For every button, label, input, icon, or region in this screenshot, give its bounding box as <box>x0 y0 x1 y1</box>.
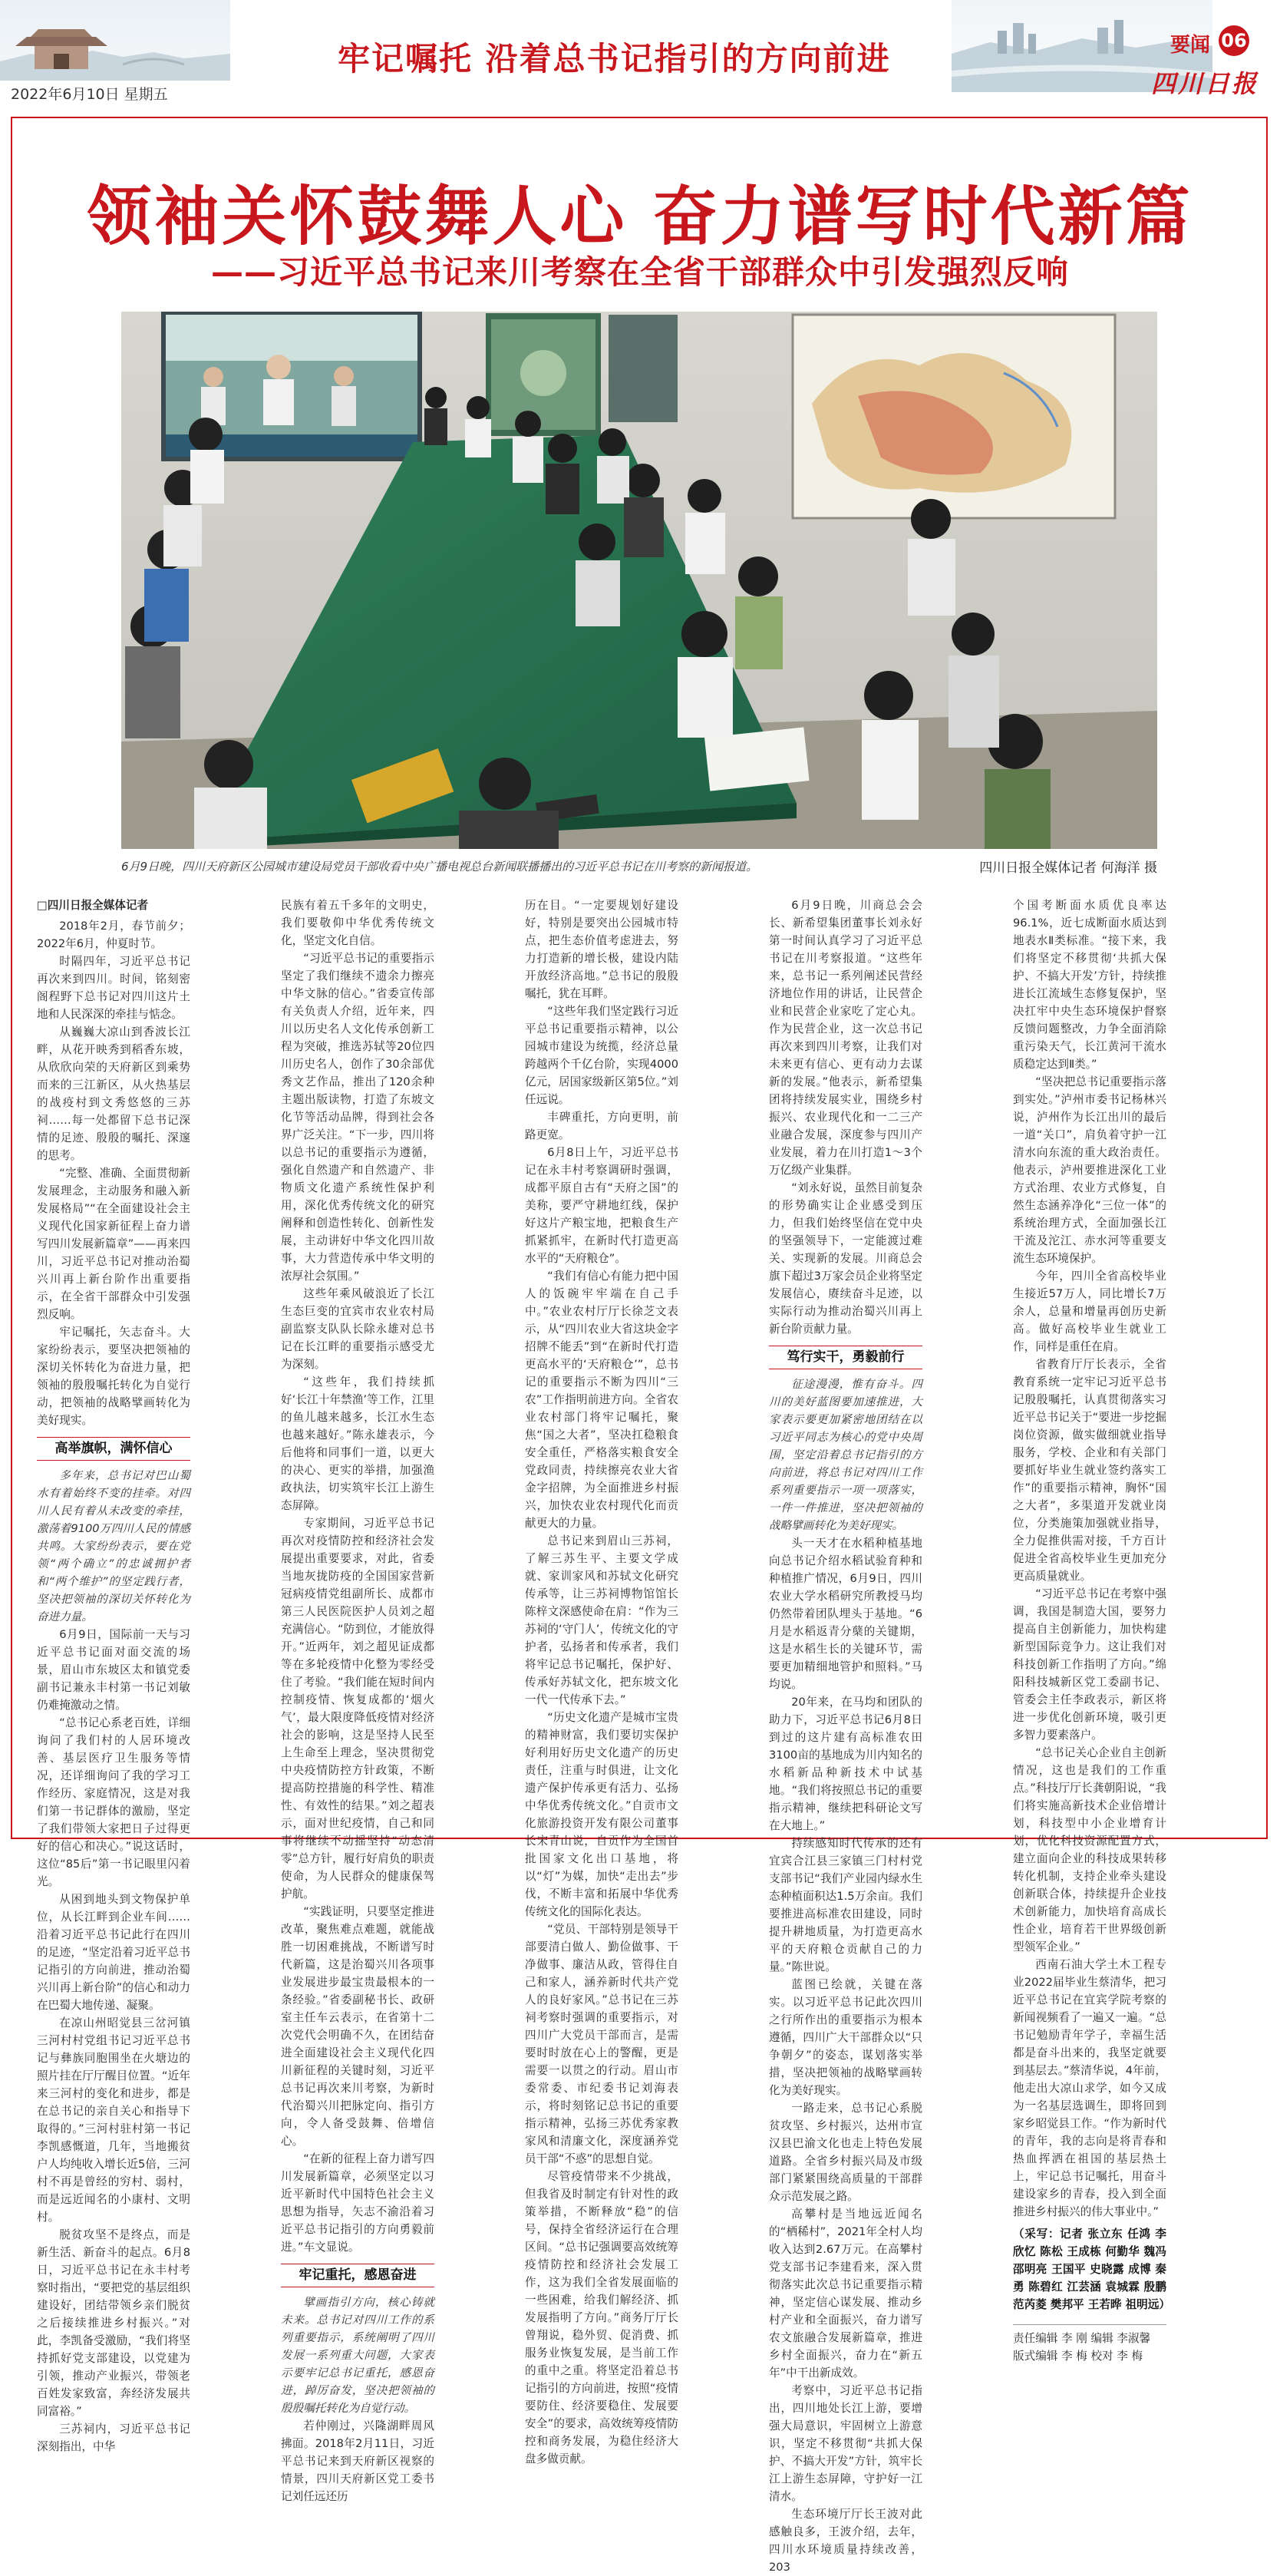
newspaper-logo: 四川日报 <box>1151 69 1259 98</box>
article-paragraph: 多年来，总书记对巴山蜀水有着始终不变的挂牵。对四川人民有着从未改变的牵挂，激荡着9100万四川人民的情感共鸣。大家纷纷表示，要在党领“两个确立”的忠诚拥护者和“两个维护”的坚定践行者，坚决把领袖的深切关怀转化为奋进力量。 <box>37 1469 190 1623</box>
article-paragraph: 一路走来，总书记心系脱贫攻坚、乡村振兴，达州市宣汉县巴渝文化也走上特色发展道路。全省乡村振兴局及市级部门紧紧围绕高质量的干部群众示范发展之路。 <box>769 2102 922 2203</box>
article-paragraph: 生态环境厅厅长王波对此感触良多，王波介绍，去年，四川水环境质量持续改善，203 <box>769 2508 922 2574</box>
article-paragraph: 省教育厅厅长表示，全省教育系统一定牢记习近平总书记殷殷嘱托，认真贯彻落实习近平总书记关于“要进一步挖掘岗位资源，做实做细就业指导服务，学校、企业和有关部门要抓好毕业生就业签约落实工作”的重要指示精神，胸怀“国之大者”，多渠道开发就业岗位，分类施策加强就业指导，全力促推供需对接，千方百计促进全省高校毕业生更加充分更高质量就业。 <box>1013 1358 1166 1583</box>
article-paragraph: 擘画指引方向，核心铸就未来。总书记对四川工作的系列重要指示，系统阐明了四川发展一系列重大问题，大家表示要牢记总书记重托，感恩奋进，踔厉奋发，坚决把领袖的殷殷嘱托转化为自觉行动。 <box>281 2296 434 2415</box>
photo-credit: 四川日报全媒体记者 何海洋 摄 <box>979 860 1157 876</box>
article-paragraph: 若仲刚过，兴隆湖畔周风拂面。2018年2月11日，习近平总书记来到天府新区视察的情景，四川天府新区党工委书记刘任远还历 <box>281 2419 434 2503</box>
article-column-3 <box>525 897 678 2465</box>
article-paragraph: 征途漫漫，惟有奋斗。四川的美好蓝图要加速推进，大家表示要更加紧密地团结在以习近平同志为核心的党中央周围，坚定沿着总书记指引的方向前进，将总书记对四川工作系列重要指示一项一项落实，一件一件推进，坚决把领袖的战略擘画转化为美好现实。 <box>769 1378 922 1532</box>
article-paragraph: 牢记嘱托，矢志奋斗。大家纷纷表示，要坚决把领袖的深切关怀转化为奋进力量，把领袖的殷殷嘱托转化为自觉行动，把领袖的战略擘画转化为美好现实。 <box>37 1326 190 1427</box>
section-subtitle: 笃行实干，勇毅前行 <box>769 1346 922 1369</box>
article-paragraph: “总书记心系老百姓，详细询问了我们村的人居环境改善、基层医疗卫生服务等情况，还详细询问了我的学习工作经历、家庭情况，这是对我们第一书记群体的激励，坚定了我们带领大家把日子过得更好的信心和决心。”说这话时，这位“85后”第一书记眼里闪着光。 <box>37 1716 190 1888</box>
article-paragraph: 脱贫攻坚不是终点，而是新生活、新奋斗的起点。6月8日，习近平总书记在永丰村考察时指出，“要把党的基层组织建设好，团结带领乡亲们脱贫之后接续推进乡村振兴。”对此，李凯备受激励，“我们将坚持抓好党支部建设，以党建为引领，推动产业振兴，带领老百姓发家致富，奔经济发展共同富裕。” <box>37 2228 190 2418</box>
article-paragraph: 在凉山州昭觉县三岔河镇三河村村党组书记习近平总书记与彝族同胞围坐在火塘边的照片挂在厅厅醒目位置。“近年来三河村的变化和进步，都是在总书记的亲自关心和指导下取得的。”三河村驻村第一书记李凯感慨道，几年，当地搬贫户人均纯收入增长近5倍，三河村不再是曾经的穷村、弱村，而是远近闻名的小康村、文明村。 <box>37 2016 190 2224</box>
article-column-2 <box>281 897 434 2503</box>
article-paragraph: 2018年2月，春节前夕；2022年6月，仲夏时节。 <box>37 920 190 950</box>
article-paragraph: 个国考断面水质优良率达96.1%，近七成断面水质达到地表水Ⅱ类标准。“接下来，我们将坚定不移贯彻‘共抓大保护、不搞大开发’方针，持续推进长江流域生态修复保护，坚决扛牢中央生态环境保护督察反馈问题整改，力争全面消除重污染天气，长江黄河干流水质稳定达到Ⅱ类。” <box>1013 899 1166 1071</box>
issue-date: 2022年6月10日 星期五 <box>11 86 168 103</box>
temple-skyline-illustration <box>0 0 230 81</box>
article-paragraph: 头一天才在水稻种植基地向总书记介绍水稻试验育种和种植推广情况，6月9日，四川农业大学水稻研究所教授马均仍然带着团队埋头于基地。“6月是水稻返青分蘖的关键期，这是水稻生长的关键环节，需要更加精细地管护和照料。”马均说。 <box>769 1537 922 1691</box>
article-paragraph: 今年，四川全省高校毕业生接近57万人，同比增长7万余人，总量和增量再创历史新高。做好高校毕业生就业工作，同样是重任在肩。 <box>1013 1270 1166 1353</box>
article-paragraph: 尽管疫情带来不少挑战，但我省及时制定有针对性的政策举措，不断释放“稳”的信号，保持全省经济运行在合理区间。“总书记强调要高效统筹疫情防控和经济社会发展工作，这为我们全省发展面临的一些困难，给我们解经济、抓发展指明了方向。”商务厅厅长曾翔说，稳外贸、促消费、抓服务业恢复发展，是当前工作的重中之重。将坚定沿着总书记指引的方向前进，按照“疫情要防住、经济要稳住、发展要安全”的要求，高效统筹疫情防控和商务发展，为稳住经济大盘多做贡献。 <box>525 2170 678 2465</box>
article-paragraph: 丰碑重托，方向更明，前路更宽。 <box>525 1111 678 1141</box>
article-paragraph: “实践证明，只要坚定推进改革，聚焦难点难题，就能战胜一切困难挑战，不断谱写时代新篇，这是治蜀兴川各项事业发展进步最宝贵最根本的一条经验。”省委副秘书长、政研室主任车云表示，在省第十二次党代会明确不久，在团结奋进全面建设社会主义现代化四川新征程的关键时刻，习近平总书记再次来川考察，为新时代治蜀兴川把脉定向、指引方向，令人备受鼓舞、倍增信心。 <box>281 1905 434 2148</box>
masthead <box>0 0 1280 104</box>
sub-headline: ——习近平总书记来川考察在全省干部群众中引发强烈反响 <box>210 253 1069 291</box>
article-paragraph: “历史文化遗产是城市宝贵的精神财富，我们要切实保护好利用好历史文化遗产的历史责任，注重与时俱进，让文化遗产保护传承更有活力、弘扬中华优秀传统文化。”自贡市文化旅游投资开发有限公司董事长宋青山说，自贡作为全国首批国家文化出口基地，将以“灯”为媒，加快“走出去”步伐，不断丰富和拓展中华优秀传统文化的国际化表达。 <box>525 1711 678 1918</box>
article-paragraph: 版式编辑 李 梅 校对 李 梅 <box>1013 2350 1143 2363</box>
section-label: 要闻 <box>1170 34 1211 57</box>
article-paragraph: 高攀村是当地远近闻名的“栖稀村”，2021年全村人均收入达到2.67万元。在高攀村党支部书记李建看来，深入贯彻落实此次总书记重要指示精神，坚定信心谋发展、推动乡村产业和全面振兴，奋力谱写农文旅融合发展新篇章，推进乡村全面振兴，奋力在“新五年”中干出新成效。 <box>769 2208 922 2379</box>
article-paragraph: “习近平总书记的重要指示坚定了我们继续不遗余力擦亮中华文脉的信心。”省委宣传部有关负责人介绍，近年来，四川以历史名人文化传承创新工程为突破，推选苏轼等20位四川历史名人，创作了30余部优秀文艺作品，推出了120余种主题出版读物，打造了东坡文化节等活动品牌，得到社会各界广泛关注。“下一步，四川将以总书记的重要指示为遵循，强化自然遗产和自然遗产、非物质文化遗产系统性保护利用，深化优秀传统文化的研究阐释和创造性转化、创新性发展，主动讲好中华文化四川故事，大力营造传承中华文明的浓厚社会氛围。” <box>281 952 434 1283</box>
article-paragraph: “坚决把总书记重要指示落到实处。”泸州市委书记杨林兴说，泸州作为长江出川的最后一道“关口”，肩负着守护一江清水向东流的重大政治责任。他表示，泸州要推进深化工业方式治理、农业方式修复，自然生态涵养净化“三位一体”的系统治理方式，全面加强长江干流及沱江、赤水河等重要支流生态环境保护。 <box>1013 1075 1166 1265</box>
page-number-badge: 06 <box>1219 25 1249 56</box>
article-paragraph: 三苏祠内，习近平总书记深刻指出，中华 <box>37 2422 190 2453</box>
main-headline: 领袖关怀鼓舞人心 奋力谱写时代新篇 <box>87 179 1193 254</box>
byline: □四川日报全媒体记者 <box>37 899 149 912</box>
article-paragraph: “习近平总书记在考察中强调，我国是制造大国，要努力提高自主创新能力，加快构建新型国际竞争力。这让我们对科技创新工作指明了方向。”绵阳科技城新区党工委副书记、管委会主任李政表示，新区将进一步优化创新环境，吸引更多智力要素落户。 <box>1013 1587 1166 1742</box>
article-paragraph: 时隔四年，习近平总书记再次来到四川。时间，铭刻密阁程野下总书记对四川这片土地和人民深深的牵挂与惦念。 <box>37 955 190 1021</box>
meeting-room-photo-illustration <box>121 312 1157 849</box>
article-paragraph: 6月9日，国际前一天与习近平总书记面对面交流的场景，眉山市东坡区太和镇党委副书记兼永丰村第一书记刘敏仍难掩激动之情。 <box>37 1628 190 1712</box>
article-paragraph: 持续感知时代传承的还有宜宾合江县三家镇三门村村党支部书记“我们产业园内绿水生态种植面积达1.5万余亩。我们要推进高标准农田建设，同时提升耕地质量，为打造更高水平的天府粮仓贡献自己的力量。”陈世说。 <box>769 1837 922 1973</box>
news-photo <box>121 312 1157 849</box>
section-subtitle: 牢记重托，感恩奋进 <box>281 2264 434 2287</box>
photo-caption: 6月9日晚，四川天府新区公园城市建设局党员干部收看中央广播电视总台新闻联播播出的习近平总书记在川考察的新闻报道。 <box>121 860 758 874</box>
article-paragraph: “刘永好说，虽然目前复杂的形势确实让企业感受到压力，但我们始终坚信在党中央的坚强领导下，一定能渡过难关、实现新的发展。川商总会旗下超过3万家会员企业将坚定发展信心，赓续奋斗足迹，以实际行动为推动治蜀兴川再上新台阶贡献力量。 <box>769 1181 922 1336</box>
section-subtitle: 高举旗帜，满怀信心 <box>37 1437 190 1461</box>
article-paragraph: 专家期间，习近平总书记再次对疫情防控和经济社会发展提出重要要求，对此，省委当地灰拢防疫的全国国家营新冠病疫情党组副所长、成都市第三人民医院医护人员刘之超充满信心。“防到位，才能放得开。”近两年，刘之超见证成都等在多轮疫情中化整为零经受住了考验。“我们能在短时间内控制疫情、恢复成都的‘烟火气’，最大限度降低疫情对经济社会的影响，这是坚持人民至上生命至上理念，坚决贯彻党中央疫情防控方针政策，不断提高防控措施的科学性、精准性、有效性的结果。”刘之超表示，面对世纪疫情，自己和同事将继续不动摇坚持“动态清零”总方针，履行好肩负的职责使命，为人民群众的健康保驾护航。 <box>281 1517 434 1901</box>
article-column-1 <box>37 897 190 2453</box>
page-slogan: 牢记嘱托 沿着总书记指引的方向前进 <box>338 40 891 78</box>
article-paragraph: 历在目。“一定要规划好建设好，特别是要突出公园城市特点，把生态价值考虑进去，努力打造新的增长极，建设内陆开放经济高地。”总书记的殷殷嘱托，犹在耳畔。 <box>525 899 678 1000</box>
article-paragraph: “这些年，我们持续抓好‘长江十年禁渔’等工作，江里的鱼儿越来越多，长江水生态也越来越好。”陈永雄表示，今后他将和同事们一道，以更大的决心、更实的举措，加强渔政执法，切实筑牢长江上游生态屏障。 <box>281 1376 434 1512</box>
article-paragraph: 西南石油大学土木工程专业2022届毕业生蔡清华，把习近平总书记在宜宾学院考察的新闻视频看了一遍又一遍。“总书记勉励青年学子，幸福生活都是奋斗出来的，我坚定就要到基层去。”蔡清华说，4年前，他走出大凉山求学，如今又成为一名基层选调生，即将回到家乡昭觉县工作。“作为新时代的青年，我的志向是将青春和热血挥洒在祖国的基层热土上，牢记总书记嘱托，用奋斗建设家乡的青春，投入到全面推进乡村振兴的伟大事业中。” <box>1013 1958 1166 2218</box>
article-paragraph: “我们有信心有能力把中国人的饭碗牢牢端在自己手中。”农业农村厅厅长徐芝文表示，从“四川农业大省这块金字招牌不能丢”到“在新时代打造更高水平的‘天府粮仓’”，总书记的重要指示不断为四川“三农”工作指明前进方向。全省农业农村部门将牢记嘱托，聚焦“国之大者”，坚决扛稳粮食安全重任，严格落实粮食安全党政同责，持续擦亮农业大省金字招牌，为全面推进乡村振兴，加快农业农村现代化而贡献更大的力量。 <box>525 1270 678 1530</box>
article-paragraph: 民族有着五千多年的文明史，我们要敬仰中华优秀传统文化，坚定文化自信。 <box>281 899 434 947</box>
article-paragraph: （采写：记者 张立东 任鸿 李欣忆 陈松 王成栋 何勤华 魏冯 邵明亮 王国平 史晓露 成博 秦勇 陈碧红 江芸涵 袁城霖 殷鹏 范芮菱 樊邦平 王若晔 祖明远） <box>1013 2228 1170 2311</box>
article-paragraph: 这些年乘风破浪近了长江生态巨变的宜宾市农业农村局副监察支队队长除永雄对总书记在长江畔的重要指示感受尤为深刻。 <box>281 1287 434 1371</box>
article-paragraph: “党员、干部特别是领导干部要清白做人、勤俭做事、干净做事、廉洁从政，管得住自己和家人，涵养新时代共产党人的良好家风。”总书记在三苏祠考察时强调的重要指示，对四川广大党员干部而言，是需要时时放在心上的警醒，更是需要一以贯之的行动。眉山市委常委、市纪委书记刘海表示，将时刻铭记总书记的重要指示精神，弘扬三苏优秀家教家风和清廉文化，深度涵养党员干部“不惑”的思想自觉。 <box>525 1923 678 2165</box>
article-column-4 <box>769 897 922 2574</box>
article-paragraph: “这些年我们坚定践行习近平总书记重要指示精神，以公园城市建设为统揽，经济总量跨越两个千亿台阶，实现4000亿元，居国家级新区第5位。”刘任远说。 <box>525 1005 678 1106</box>
article-paragraph: 从巍巍大凉山到香波长江畔，从花开映秀到稻香东坡，从欣欣向荣的天府新区到乘势而来的三江新区，从火热基层的战疫村到文秀悠悠的三苏祠……每一处都留下总书记深情的足迹、殷殷的嘱托、深邃的思考。 <box>37 1025 190 1162</box>
article-paragraph: “总书记关心企业自主创新情况，这也是我们的工作重点。”科技厅厅长龚朝阳说，“我们将实施高新技术企业倍增计划，科技型中小企业增育计划，优化科技资源配置方式，建立面向企业的科技成果转移转化机制，支持企业牵头建设创新联合体，持续提升企业技术创新能力，加快培育高成长性企业，培育若干世界级创新型领军企业。” <box>1013 1746 1166 1953</box>
article-column-5 <box>1013 897 1170 2363</box>
article-paragraph: “在新的征程上奋力谱写四川发展新篇章，必须坚定以习近平新时代中国特色社会主义思想为指导，矢志不渝沿着习近平总书记指引的方向勇毅前进。”车文显说。 <box>281 2152 434 2254</box>
article-paragraph: 20年来，在马均和团队的助力下，习近平总书记6月8日到过的这片建有高标准农田3100亩的基地成为川内知名的水稻新品种新技术中试基地。“我们将按照总书记的重要指示精神，继续把科研论文写在大地上。” <box>769 1696 922 1832</box>
article-paragraph: 蓝图已绘就，关键在落实。以习近平总书记此次四川之行所作出的重要指示为根本遵循，四川广大干部群众以“只争朝夕”的姿态，谋划落实举措，坚决把领袖的战略擘画转化为美好现实。 <box>769 1978 922 2097</box>
article-paragraph: 从困到地头到文物保护单位，从长江畔到企业车间……沿着习近平总书记此行在四川的足迹，“坚定沿着习近平总书记指引的方向前进，推动治蜀兴川再上新台阶”的信心和动力在巴蜀大地传递、凝聚。 <box>37 1893 190 2012</box>
article-paragraph: “完整、准确、全面贯彻新发展理念，主动服务和融入新发展格局”“在全面建设社会主义现代化国家新征程上奋力谱写四川发展新篇章”——再来四川，习近平总书记对推动治蜀兴川再上新台阶作出重要指示，在全省干部群众中引发强烈反响。 <box>37 1167 190 1321</box>
article-paragraph: 考察中，习近平总书记指出，四川地处长江上游，要增强大局意识，牢固树立上游意识，坚定不移贯彻“共抓大保护、不搞大开发”方针，筑牢长江上游生态屏障，守护好一江清水。 <box>769 2384 922 2503</box>
article-paragraph: 总书记来到眉山三苏祠，了解三苏生平、主要文学成就、家训家风和苏轼文化研究传承等，让三苏祠博物馆馆长陈梓文深感使命在肩：“作为三苏祠的‘守门人’，传统文化的守护者，弘扬者和传承者，我们将牢记总书记嘱托，保护好、传承好苏轼文化，把东坡文化一代一代传承下去。” <box>525 1534 678 1706</box>
article-paragraph: 6月8日上午，习近平总书记在永丰村考察调研时强调，成都平原自古有“天府之国”的美称，要严守耕地红线，保护好这片产粮宝地，把粮食生产抓紧抓牢，在新时代打造更高水平的“天府粮仓”。 <box>525 1146 678 1265</box>
article-paragraph: 6月9日晚，川商总会会长、新希望集团董事长刘永好第一时间认真学习了习近平总书记在川考察报道。“这些年来，总书记一系列阐述民营经济地位作用的讲话，让民营企业和民营企业家吃了定心丸。作为民营企业，这一次总书记再次来到四川考察，让我们对未来更有信心、更有动力去谋新的发展。”他表示，新希望集团将持续发展实业，围绕乡村振兴、农业现代化和一二三产业融合发展，深度参与四川产业发展，着力在川打造1～3个万亿级产业集群。 <box>769 899 922 1177</box>
article-paragraph: 责任编辑 李 刚 编辑 李淑馨 <box>1013 2324 1166 2347</box>
